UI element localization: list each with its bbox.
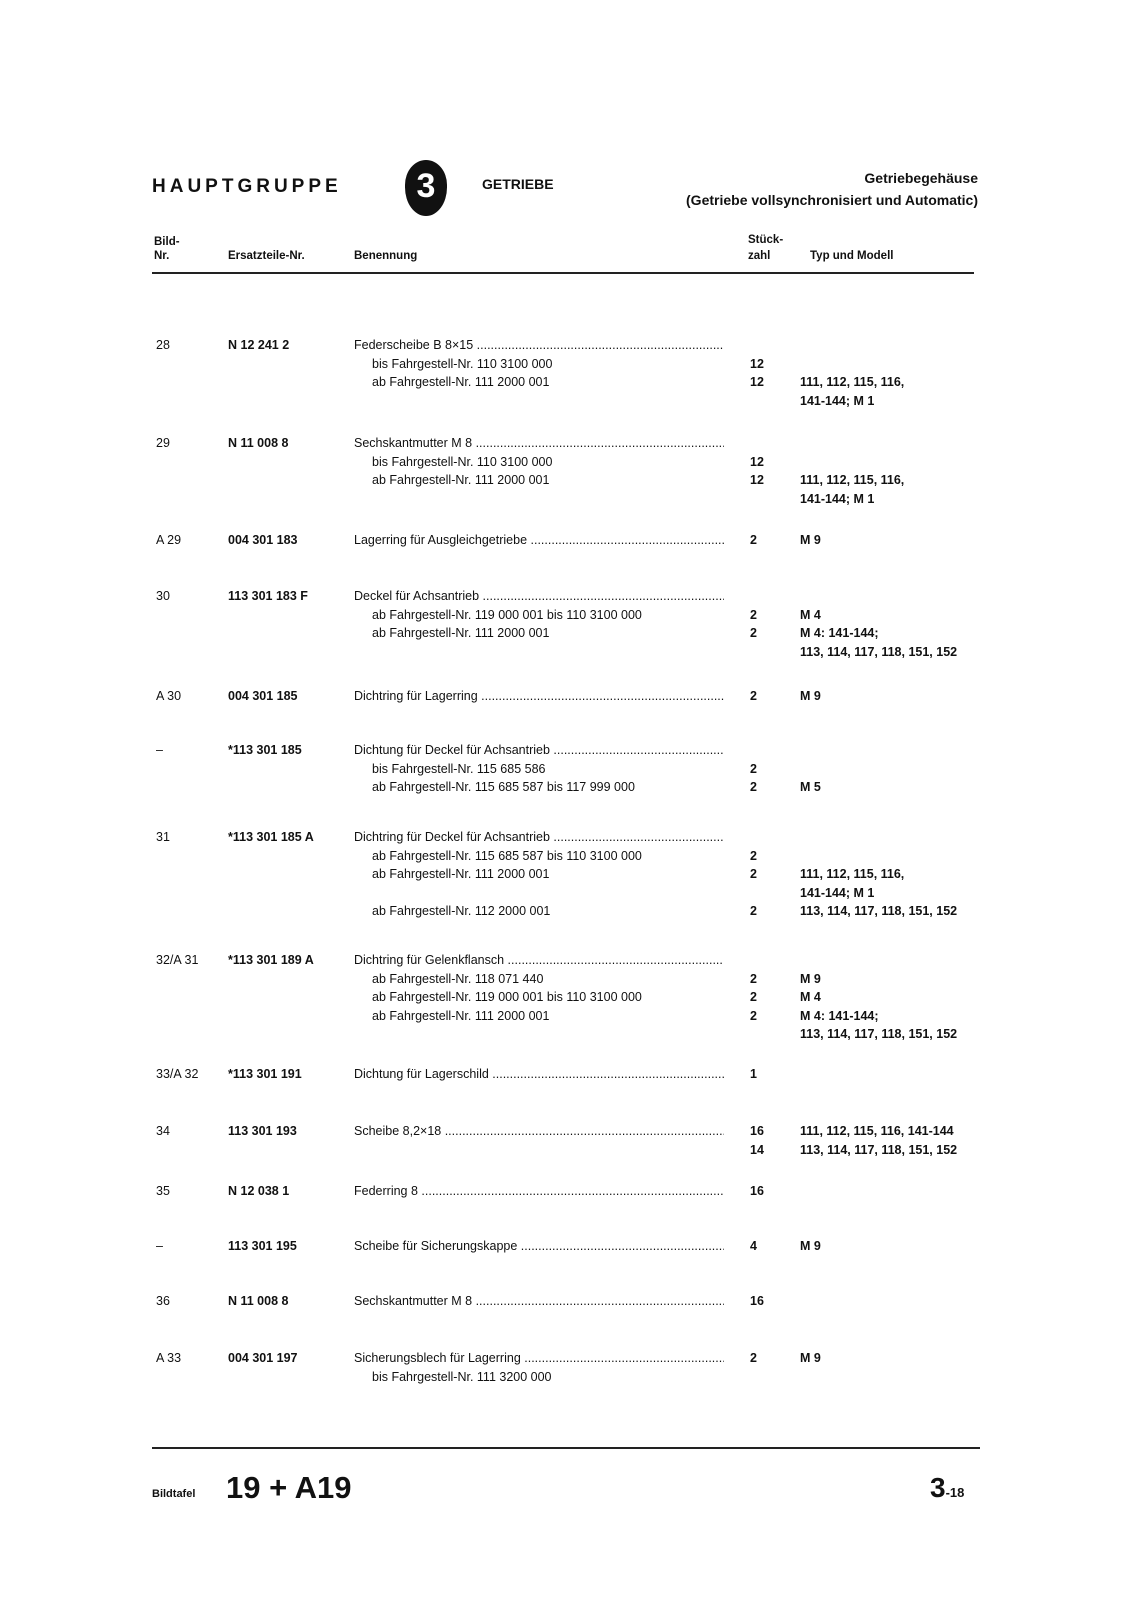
type-model: M 9 bbox=[800, 1351, 821, 1365]
column-header-stueck-1: Stück- bbox=[748, 234, 784, 246]
quantity: 16 bbox=[750, 1294, 764, 1308]
type-model: M 9 bbox=[800, 971, 821, 986]
part-description: Sechskantmutter M 8 ..... bbox=[354, 1294, 724, 1308]
part-description: ab Fahrgestell-Nr. 112 2000 001 bbox=[372, 904, 551, 918]
table-row bbox=[0, 689, 1133, 708]
bild-nr: A 29 bbox=[156, 533, 182, 547]
part-description: ab Fahrgestell-Nr. 115 685 587 bis 110 3100 000 bbox=[372, 848, 642, 863]
bild-nr: A 30 bbox=[156, 689, 182, 703]
group-number-badge: 3 bbox=[405, 160, 447, 216]
part-description: bis Fahrgestell-Nr. 111 3200 000 bbox=[372, 1369, 552, 1384]
table-row-line bbox=[0, 492, 1133, 511]
table-row bbox=[0, 1184, 1133, 1203]
table-row-line bbox=[0, 338, 1133, 357]
quantity: 14 bbox=[750, 1142, 764, 1157]
bild-nr: 36 bbox=[156, 1294, 170, 1308]
table-row bbox=[0, 1239, 1133, 1258]
quantity: 4 bbox=[750, 1239, 757, 1253]
column-header-bild-2: Nr. bbox=[154, 250, 170, 262]
footer-divider bbox=[152, 1447, 980, 1449]
table-row-line bbox=[0, 608, 1133, 627]
part-number: 113 301 193 bbox=[228, 1124, 297, 1138]
quantity: 12 bbox=[750, 375, 764, 389]
part-description: Dichtung für Lagerschild ..... bbox=[354, 1067, 724, 1081]
table-row-line bbox=[0, 1067, 1133, 1086]
table-row-line bbox=[0, 1370, 1133, 1389]
column-header-stueck-2: zahl bbox=[748, 250, 771, 262]
table-row bbox=[0, 589, 1133, 663]
type-model: M 4: 141-144; bbox=[800, 1008, 879, 1023]
quantity: 2 bbox=[750, 689, 757, 703]
type-model: M 4 bbox=[800, 607, 821, 622]
part-number: N 11 008 8 bbox=[228, 436, 289, 450]
table-row-line bbox=[0, 1143, 1133, 1162]
part-description: ab Fahrgestell-Nr. 115 685 587 bis 117 999 000 bbox=[372, 780, 635, 794]
table-row bbox=[0, 953, 1133, 1046]
quantity: 2 bbox=[750, 533, 757, 547]
column-header-bild-1: Bild- bbox=[154, 236, 180, 248]
bild-nr: 35 bbox=[156, 1184, 170, 1198]
type-model: 111, 112, 115, 116, bbox=[800, 867, 905, 881]
quantity: 16 bbox=[750, 1184, 764, 1198]
part-description: ab Fahrgestell-Nr. 119 000 001 bis 110 3100 000 bbox=[372, 990, 642, 1004]
part-description: Sicherungsblech für Lagerring ..... bbox=[354, 1351, 724, 1365]
bild-nr: – bbox=[156, 743, 163, 757]
table-row bbox=[0, 533, 1133, 552]
quantity: 2 bbox=[750, 607, 757, 622]
part-number: 004 301 185 bbox=[228, 689, 298, 703]
table-row-line bbox=[0, 455, 1133, 474]
type-model: M 9 bbox=[800, 533, 821, 547]
section-title: Getriebegehäuse bbox=[864, 170, 978, 186]
type-model: 113, 114, 117, 118, 151, 152 bbox=[800, 904, 958, 918]
quantity: 2 bbox=[750, 761, 757, 776]
column-header-typ: Typ und Modell bbox=[810, 250, 894, 262]
part-description: ab Fahrgestell-Nr. 119 000 001 bis 110 3100 000 bbox=[372, 607, 642, 622]
table-row-line bbox=[0, 886, 1133, 905]
table-row-line bbox=[0, 972, 1133, 991]
table-row-line bbox=[0, 626, 1133, 645]
table-row-line bbox=[0, 953, 1133, 972]
table-row bbox=[0, 830, 1133, 923]
quantity: 2 bbox=[750, 990, 757, 1004]
quantity: 1 bbox=[750, 1067, 757, 1081]
table-row-line bbox=[0, 1239, 1133, 1258]
type-model: M 5 bbox=[800, 780, 821, 794]
part-number: 113 301 195 bbox=[228, 1239, 297, 1253]
table-row bbox=[0, 1351, 1133, 1388]
bild-nr: 31 bbox=[156, 830, 170, 844]
table-row-line bbox=[0, 1009, 1133, 1028]
quantity: 2 bbox=[750, 848, 757, 863]
quantity: 16 bbox=[750, 1124, 764, 1138]
quantity: 2 bbox=[750, 626, 757, 640]
table-row bbox=[0, 1294, 1133, 1313]
table-row-line bbox=[0, 990, 1133, 1009]
quantity: 2 bbox=[750, 867, 757, 881]
part-number: *113 301 185 bbox=[228, 743, 302, 757]
part-description: Deckel für Achsantrieb ..... bbox=[354, 589, 724, 603]
bild-nr: 28 bbox=[156, 338, 170, 352]
quantity: 2 bbox=[750, 780, 757, 794]
table-row-line bbox=[0, 1027, 1133, 1046]
table-row-line bbox=[0, 849, 1133, 868]
table-row-line bbox=[0, 394, 1133, 413]
part-description: Federring 8 ..... bbox=[354, 1184, 724, 1198]
part-description: bis Fahrgestell-Nr. 110 3100 000 bbox=[372, 454, 553, 469]
type-model: 113, 114, 117, 118, 151, 152 bbox=[800, 1142, 958, 1157]
table-row-line bbox=[0, 1184, 1133, 1203]
part-description: Scheibe für Sicherungskappe ..... bbox=[354, 1239, 724, 1253]
page-number bbox=[930, 1472, 964, 1504]
part-number: N 11 008 8 bbox=[228, 1294, 289, 1308]
page-number-main: 3 bbox=[930, 1472, 946, 1503]
bild-nr: 33/A 32 bbox=[156, 1067, 199, 1081]
part-number: *113 301 185 A bbox=[228, 830, 314, 844]
type-model: M 9 bbox=[800, 1239, 821, 1253]
bild-nr: 30 bbox=[156, 589, 170, 603]
part-number: N 12 038 1 bbox=[228, 1184, 290, 1198]
bild-nr: 32/A 31 bbox=[156, 953, 199, 967]
quantity: 2 bbox=[750, 904, 757, 918]
table-row bbox=[0, 743, 1133, 799]
type-model: M 4 bbox=[800, 990, 821, 1004]
table-row-line bbox=[0, 830, 1133, 849]
type-model: 111, 112, 115, 116, bbox=[800, 375, 905, 389]
table-row-line bbox=[0, 743, 1133, 762]
bild-nr: 34 bbox=[156, 1124, 170, 1138]
table-row bbox=[0, 436, 1133, 510]
page-number-suffix: -18 bbox=[945, 1485, 965, 1500]
part-description: ab Fahrgestell-Nr. 111 2000 001 bbox=[372, 1008, 550, 1023]
part-description: Lagerring für Ausgleichgetriebe ..... bbox=[354, 533, 724, 547]
table-row-line bbox=[0, 904, 1133, 923]
part-description: Dichtung für Deckel für Achsantrieb ..... bbox=[354, 743, 724, 757]
table-row-line bbox=[0, 436, 1133, 455]
group-name: GETRIEBE bbox=[482, 176, 554, 192]
table-row-line bbox=[0, 357, 1133, 376]
table-row-line bbox=[0, 1351, 1133, 1370]
part-number: *113 301 191 bbox=[228, 1067, 302, 1081]
type-model: 141-144; M 1 bbox=[800, 393, 875, 408]
quantity: 12 bbox=[750, 356, 764, 371]
part-description: bis Fahrgestell-Nr. 115 685 586 bbox=[372, 761, 546, 776]
header-divider bbox=[152, 272, 974, 274]
column-header-benennung: Benennung bbox=[354, 250, 418, 262]
part-description: ab Fahrgestell-Nr. 111 2000 001 bbox=[372, 626, 550, 640]
part-number: N 12 241 2 bbox=[228, 338, 290, 352]
part-description: ab Fahrgestell-Nr. 111 2000 001 bbox=[372, 375, 550, 389]
type-model: M 4: 141-144; bbox=[800, 626, 879, 640]
part-description: Sechskantmutter M 8 ..... bbox=[354, 436, 724, 450]
part-description: ab Fahrgestell-Nr. 111 2000 001 bbox=[372, 867, 550, 881]
type-model: 141-144; M 1 bbox=[800, 491, 875, 506]
type-model: 141-144; M 1 bbox=[800, 885, 875, 900]
part-description: Federscheibe B 8×15 ..... bbox=[354, 338, 724, 352]
part-description: ab Fahrgestell-Nr. 111 2000 001 bbox=[372, 473, 550, 487]
type-model: 113, 114, 117, 118, 151, 152 bbox=[800, 1027, 958, 1041]
part-number: 113 301 183 F bbox=[228, 589, 308, 603]
section-subtitle: (Getriebe vollsynchronisiert und Automatic) bbox=[686, 192, 978, 208]
quantity: 12 bbox=[750, 454, 764, 469]
table-row-line bbox=[0, 867, 1133, 886]
table-row-line bbox=[0, 533, 1133, 552]
quantity: 2 bbox=[750, 971, 757, 986]
type-model: 111, 112, 115, 116, 141-144 bbox=[800, 1124, 954, 1138]
table-row-line bbox=[0, 762, 1133, 781]
bildtafel-value: 19 + A19 bbox=[226, 1470, 352, 1505]
table-row-line bbox=[0, 1124, 1133, 1143]
table-row-line bbox=[0, 589, 1133, 608]
bild-nr: 29 bbox=[156, 436, 170, 450]
part-description: Dichtring für Gelenkflansch ..... bbox=[354, 953, 724, 967]
table-row-line bbox=[0, 780, 1133, 799]
type-model: 111, 112, 115, 116, bbox=[800, 473, 905, 487]
bildtafel-label: Bildtafel bbox=[152, 1488, 196, 1500]
table-row bbox=[0, 1124, 1133, 1161]
part-description: bis Fahrgestell-Nr. 110 3100 000 bbox=[372, 356, 553, 371]
quantity: 2 bbox=[750, 1351, 757, 1365]
quantity: 2 bbox=[750, 1008, 757, 1023]
part-number: *113 301 189 A bbox=[228, 953, 314, 967]
type-model: 113, 114, 117, 118, 151, 152 bbox=[800, 644, 958, 659]
type-model: M 9 bbox=[800, 689, 821, 703]
hauptgruppe-label: HAUPTGRUPPE bbox=[152, 176, 342, 197]
column-header-ersatzteile: Ersatzteile-Nr. bbox=[228, 250, 305, 262]
part-description: Dichtring für Lagerring ..... bbox=[354, 689, 724, 703]
part-description: Scheibe 8,2×18 ..... bbox=[354, 1124, 724, 1138]
part-description: Dichtring für Deckel für Achsantrieb ..... bbox=[354, 830, 724, 844]
part-description: ab Fahrgestell-Nr. 118 071 440 bbox=[372, 971, 544, 986]
quantity: 12 bbox=[750, 473, 764, 487]
table-row-line bbox=[0, 473, 1133, 492]
bild-nr: – bbox=[156, 1239, 163, 1253]
table-row bbox=[0, 1067, 1133, 1086]
table-row-line bbox=[0, 1294, 1133, 1313]
part-number: 004 301 183 bbox=[228, 533, 298, 547]
bild-nr: A 33 bbox=[156, 1351, 182, 1365]
table-row-line bbox=[0, 689, 1133, 708]
table-row-line bbox=[0, 375, 1133, 394]
table-row bbox=[0, 338, 1133, 412]
table-row-line bbox=[0, 645, 1133, 664]
part-number: 004 301 197 bbox=[228, 1351, 298, 1365]
